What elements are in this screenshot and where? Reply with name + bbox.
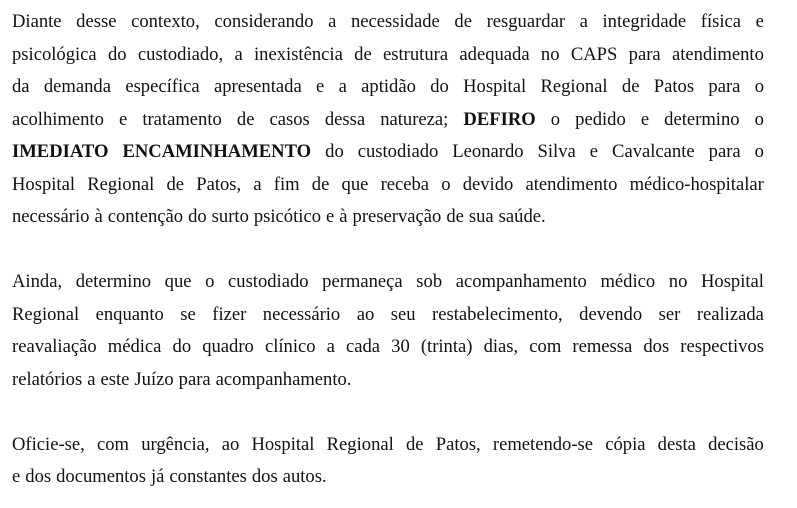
word: integridade [602, 11, 687, 32]
word: Patos [653, 76, 695, 97]
word: apresentada [213, 76, 302, 97]
word: Leonardo [452, 141, 524, 162]
word: a [234, 43, 243, 65]
word: (trinta) [420, 336, 473, 357]
word: este [100, 368, 130, 390]
word: dias, [483, 336, 519, 357]
word: casos [269, 108, 310, 130]
word: acompanhamento [455, 271, 587, 292]
word: para [708, 141, 741, 162]
word: remetendo-se [492, 433, 594, 455]
word: e [12, 466, 21, 487]
word: de [354, 43, 372, 65]
word: Hospital [463, 76, 527, 97]
word: fizer [212, 303, 247, 325]
word: atendimento [525, 173, 618, 195]
word: receba [380, 173, 430, 195]
word: saúde. [498, 206, 546, 227]
paragraph-2 [12, 266, 764, 396]
word: dos [643, 336, 670, 357]
word: Regional [540, 76, 608, 97]
word: a [253, 173, 262, 195]
word: para [178, 368, 211, 390]
word: Diante [12, 11, 62, 32]
word: permaneça [322, 271, 403, 292]
word: desse [76, 11, 117, 32]
word: de [454, 11, 472, 32]
word: aptidão [361, 76, 416, 97]
word: enquanto [95, 303, 164, 325]
word: necessário [262, 303, 341, 325]
word: Hospital [700, 271, 764, 292]
word: Regional [87, 173, 155, 195]
word: necessário [12, 206, 90, 227]
word: no [668, 271, 688, 292]
word: a [87, 368, 96, 390]
word: de [311, 173, 330, 195]
word: de [621, 76, 640, 97]
text-line [12, 39, 764, 72]
word: Regional [12, 303, 80, 325]
word: com [96, 433, 129, 455]
word: Cavalcante [612, 141, 695, 162]
word: tratamento [142, 108, 222, 130]
word: Hospital [251, 433, 315, 455]
word: psicótico [253, 206, 321, 227]
word: médico [600, 271, 656, 292]
word: dos [25, 466, 52, 487]
word: de [166, 173, 185, 195]
word: física [700, 11, 742, 32]
word: atendimento [671, 43, 764, 65]
word: sua [468, 206, 494, 227]
word: Ainda, [12, 271, 63, 292]
word: cópia [605, 433, 646, 455]
word: custodiado, [137, 43, 224, 65]
text-line [12, 169, 764, 202]
word: fim [273, 173, 300, 195]
text-line [12, 71, 764, 104]
word: surto [211, 206, 249, 227]
word: Regional [326, 433, 394, 455]
bold-word: DEFIRO [463, 108, 536, 130]
word: determino [664, 108, 740, 130]
word: determino [75, 271, 152, 292]
word: a [328, 11, 337, 32]
paragraph-gap [12, 396, 764, 429]
word: com [529, 336, 562, 357]
word: da [12, 76, 30, 97]
word: 30 [391, 336, 410, 357]
text-line [12, 104, 764, 137]
word: e [118, 108, 128, 130]
word: cada [346, 336, 381, 357]
word: o [205, 271, 215, 292]
word: considerando [214, 11, 314, 32]
word: seu [390, 303, 416, 325]
word: se [180, 303, 196, 325]
word: Patos, [435, 433, 481, 455]
word: no [540, 43, 560, 65]
word: e [326, 206, 335, 227]
word: do [325, 141, 344, 162]
word: restabelecimento, [432, 303, 563, 325]
word: contexto, [131, 11, 200, 32]
word: do [108, 43, 127, 65]
word: estrutura [383, 43, 449, 65]
paragraph-gap [12, 234, 764, 267]
word: à [339, 206, 348, 227]
bold-word: ENCAMINHAMENTO [122, 141, 312, 162]
word: já [150, 466, 165, 487]
word: realizada [696, 303, 764, 325]
word: custodiado [357, 141, 439, 162]
word: respectivos [680, 336, 764, 357]
text-line [12, 461, 764, 494]
word: que [164, 271, 192, 292]
word: constantes [169, 466, 247, 487]
word: autos. [282, 466, 327, 487]
word: remessa [572, 336, 633, 357]
word: urgência, [141, 433, 210, 455]
word: devido [462, 173, 514, 195]
word: inexistência [254, 43, 343, 65]
word: e [589, 141, 599, 162]
word: natureza; [380, 108, 449, 130]
word: acolhimento [12, 108, 104, 130]
word: documentos [56, 466, 146, 487]
word: dos [251, 466, 278, 487]
word: de [236, 108, 255, 130]
word: relatórios [12, 368, 83, 390]
word: acompanhamento. [215, 368, 352, 390]
word: Juízo [134, 368, 174, 390]
text-line [12, 266, 764, 299]
word: dessa [324, 108, 366, 130]
word: necessidade [350, 11, 440, 32]
word: e [755, 11, 764, 32]
word: para [628, 43, 661, 65]
word: o [754, 141, 764, 162]
word: Silva [537, 141, 576, 162]
paragraph-1 [12, 6, 764, 234]
word: psicológica [12, 43, 97, 65]
word: clínico [264, 336, 316, 357]
word: adequada [459, 43, 530, 65]
document-body [12, 6, 764, 494]
word: que [341, 173, 369, 195]
word: do [430, 76, 449, 97]
word: de [446, 206, 464, 227]
text-line [12, 331, 764, 364]
word: ao [356, 303, 375, 325]
word: Oficie-se, [12, 433, 85, 455]
word: à [94, 206, 103, 227]
text-line [12, 364, 764, 397]
word: específica [125, 76, 200, 97]
word: do [172, 336, 192, 357]
word: contenção [107, 206, 184, 227]
bold-word: IMEDIATO [12, 141, 109, 162]
word: reavaliação [12, 336, 97, 357]
text-line [12, 6, 764, 39]
word: do [188, 206, 207, 227]
word: CAPS [570, 43, 618, 65]
word: médica [107, 336, 162, 357]
word: decisão [708, 433, 764, 455]
word: a [326, 336, 335, 357]
word: o [754, 76, 764, 97]
word: a [338, 76, 347, 97]
word: demanda [43, 76, 111, 97]
word: o [441, 173, 451, 195]
word: Patos, [196, 173, 242, 195]
word: o [550, 108, 561, 130]
word: ao [221, 433, 240, 455]
word: para [708, 76, 741, 97]
text-line [12, 429, 764, 462]
word: pedido [575, 108, 626, 130]
word: ser [658, 303, 681, 325]
word: médico-hospitalar [629, 173, 764, 195]
word: resguardar [486, 11, 566, 32]
word: a [579, 11, 588, 32]
text-line [12, 299, 764, 332]
paragraph-3 [12, 429, 764, 494]
word: desta [657, 433, 696, 455]
word: quadro [202, 336, 254, 357]
word: devendo [579, 303, 643, 325]
word: e [640, 108, 650, 130]
word: e [316, 76, 325, 97]
text-line [12, 201, 764, 234]
word: o [754, 108, 764, 130]
word: sob [416, 271, 443, 292]
word: custodiado [228, 271, 309, 292]
text-line [12, 136, 764, 169]
word: de [405, 433, 424, 455]
word: Hospital [12, 173, 76, 195]
word: preservação [352, 206, 442, 227]
